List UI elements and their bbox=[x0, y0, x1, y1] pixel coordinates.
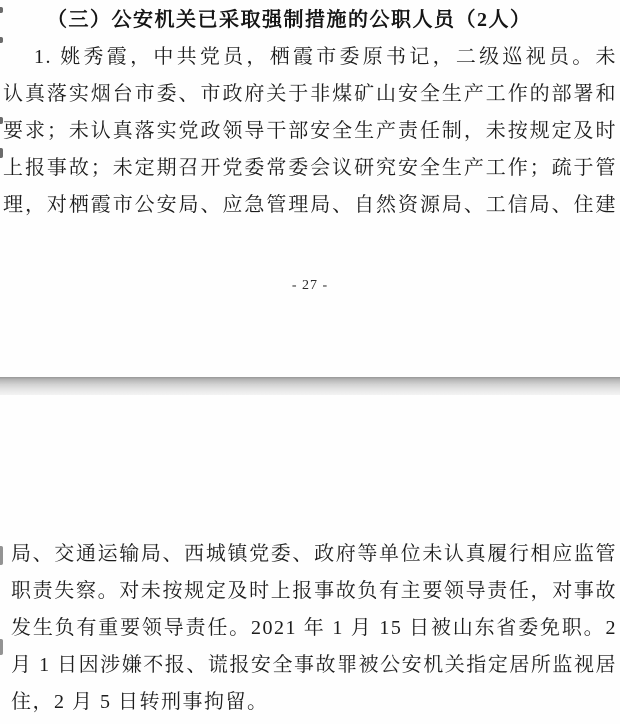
page-number: - 27 - bbox=[291, 278, 329, 293]
body-line: 要求；未认真落实党政领导干部安全生产责任制，未按规定及时 bbox=[3, 120, 617, 142]
section-heading: （三）公安机关已采取强制措施的公职人员（2人） bbox=[47, 9, 532, 31]
scan-artifact bbox=[0, 546, 3, 565]
body-line: 局、交通运输局、西城镇党委、政府等单位未认真履行相应监管 bbox=[11, 543, 617, 565]
body-line: 住，2 月 5 日转刑事拘留。 bbox=[11, 691, 269, 713]
body-line: 认真落实烟台市委、市政府关于非煤矿山安全生产工作的部署和 bbox=[3, 83, 617, 105]
page-28-content bbox=[11, 536, 617, 721]
scan-artifact bbox=[0, 639, 3, 655]
page-separator bbox=[0, 377, 620, 395]
body-line: 发生负有重要领导责任。2021 年 1 月 15 日被山东省委免职。2 bbox=[11, 617, 617, 639]
body-line: 上报事故；未定期召开党委常委会议研究安全生产工作；疏于管 bbox=[3, 157, 617, 179]
body-line: 1. 姚秀霞，中共党员，栖霞市委原书记，二级巡视员。未 bbox=[34, 46, 617, 68]
scan-artifact bbox=[0, 7, 3, 13]
body-line: 理，对栖霞市公安局、应急管理局、自然资源局、工信局、住建 bbox=[3, 194, 617, 216]
scan-artifact bbox=[0, 37, 3, 43]
body-line: 职责失察。对未按规定及时上报事故负有主要领导责任，对事故 bbox=[11, 580, 617, 602]
body-line: 月 1 日因涉嫌不报、谎报安全事故罪被公安机关指定居所监视居 bbox=[11, 654, 617, 676]
scan-artifact bbox=[0, 148, 3, 158]
scan-artifact bbox=[0, 117, 3, 124]
page-27-content bbox=[3, 2, 617, 224]
